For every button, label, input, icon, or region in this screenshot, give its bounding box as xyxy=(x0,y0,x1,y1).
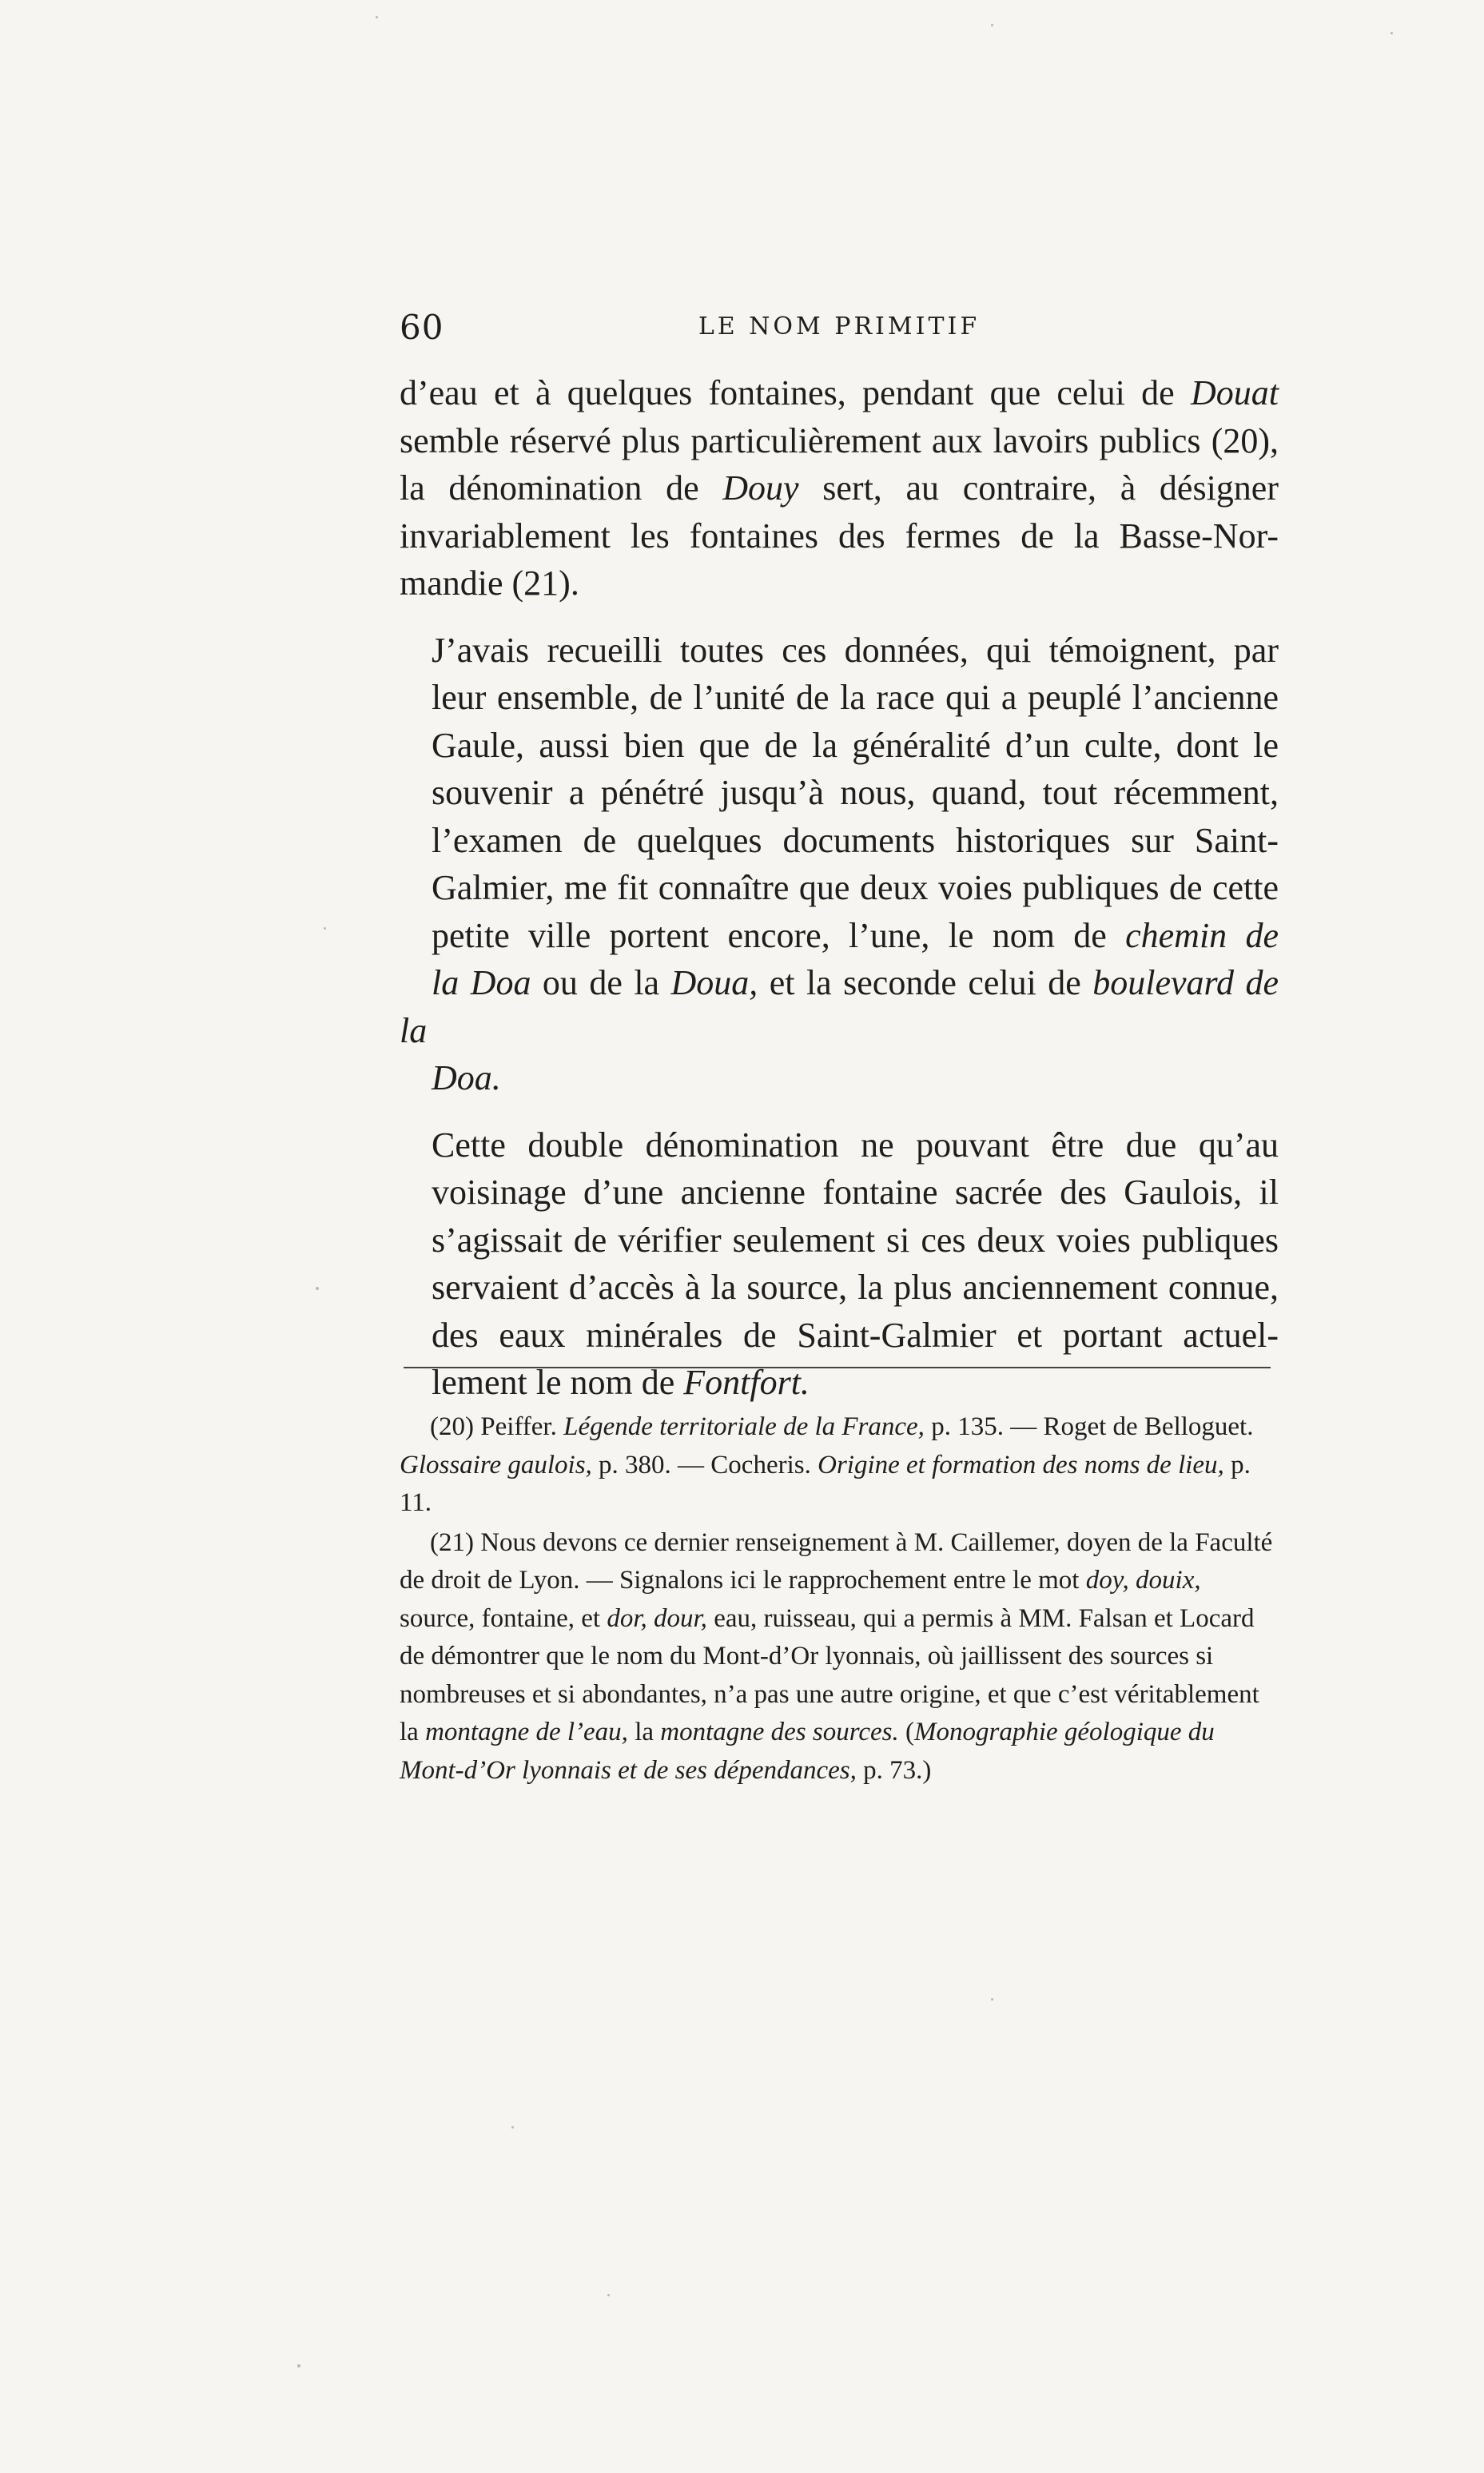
main-text xyxy=(400,369,1279,1407)
text-line: souvenir a pénétré jusqu’à nous, quand, tout récemment, xyxy=(432,773,1279,812)
text-line: invariablement les fontaines des fermes de la Basse-Nor- xyxy=(400,516,1279,556)
text-line: Doa. xyxy=(432,1058,501,1097)
text-line: des eaux minérales de Saint-Galmier et portant actuel- xyxy=(432,1315,1279,1355)
text-line: la dénomination de Douy sert, au contraire, à désigner xyxy=(400,468,1279,508)
page-number: 60 xyxy=(400,308,444,347)
footnote-20: (20) Peiffer. Légende territoriale de la France, p. 135. — Roget de Belloguet. Glossaire gaulois, p. 380. — Cocheris. Origine et formation des noms de lieu, p. 11. xyxy=(400,1412,1254,1517)
text-line: voisinage d’une ancienne fontaine sacrée des Gaulois, il xyxy=(432,1173,1279,1212)
text-line: lement le nom de Fontfort. xyxy=(432,1363,810,1402)
text-line: Gaule, aussi bien que de la généralité d’un culte, dont le xyxy=(432,725,1279,765)
text-line: leur ensemble, de l’unité de la race qui a peuplé l’ancienne xyxy=(432,678,1279,717)
footnote-divider xyxy=(404,1367,1271,1368)
text-line: J’avais recueilli toutes ces données, qui témoignent, par xyxy=(432,630,1279,670)
text-line: d’eau et à quelques fontaines, pendant que celui de Douat xyxy=(400,373,1279,412)
text-line: Cette double dénomination ne pouvant être due qu’au xyxy=(432,1125,1279,1165)
paragraph-2 xyxy=(400,627,1279,1102)
text-line: semble réservé plus particulièrement aux lavoirs publics (20), xyxy=(400,420,1279,460)
footnotes xyxy=(400,1408,1279,1790)
paragraph-3 xyxy=(400,1121,1279,1407)
text-line: s’agissait de vérifier seulement si ces deux voies publiques xyxy=(432,1220,1279,1260)
text-line: servaient d’accès à la source, la plus anciennement connue, xyxy=(432,1268,1279,1307)
text-line: l’examen de quelques documents historiques sur Saint- xyxy=(432,820,1279,860)
paragraph-1 xyxy=(400,369,1279,607)
text-line: Galmier, me fit connaître que deux voies publiques de cette xyxy=(432,868,1279,907)
running-title: LE NOM PRIMITIF xyxy=(698,313,981,340)
footnote-21: (21) Nous devons ce dernier renseignement à M. Caillemer, doyen de la Faculté de droit de Lyon. — Signalons ici le rapprochement entre le mot doy, douix, source, fontaine, et dor, dour, eau, ruisseau, qui a permis à MM. Falsan et Locard de démontrer que le nom du Mont-d’Or lyonnais, où jaillissent des sources si nombreuses et si abondantes, n’a pas une autre origine, et que c’est véritablement la montagne de l’eau, la montagne des sources. (Monographie géologique du Mont-d’Or lyonnais et de ses dépendances, p. 73.) xyxy=(400,1527,1273,1785)
running-head xyxy=(400,308,1279,356)
text-line: la Doa ou de la Doua, et la seconde celui de boulevard de la xyxy=(400,963,1279,1050)
text-line: petite ville portent encore, l’une, le nom de chemin de xyxy=(432,915,1279,955)
text-line: mandie (21). xyxy=(400,563,579,603)
